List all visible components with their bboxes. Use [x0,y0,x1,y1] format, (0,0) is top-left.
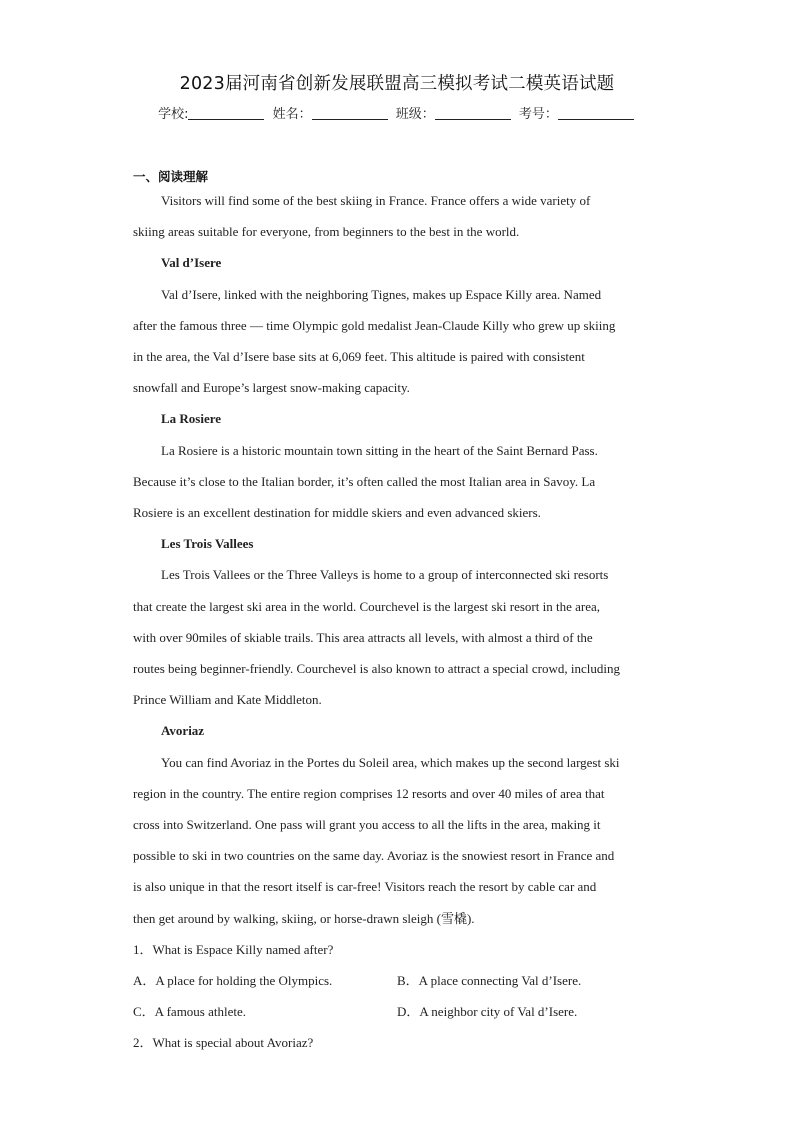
exam-number-label: 考号： [518,107,558,122]
passage-line: Rosiere is an excellent destination for middle skiers and even advanced skiers. [133,505,541,521]
passage-line: with over 90miles of skiable trails. This area attracts all levels, with almost a third of the [133,629,593,645]
passage-line: after the famous three — time Olympic gold medalist Jean-Claude Killy who grew up skiing [133,317,616,333]
option-d[interactable]: D．A neighbor city of Val d’Isere. [397,1004,578,1020]
school-blank[interactable] [188,107,264,120]
question-1-options-row-2 [133,996,661,1027]
passage-line: Les Trois Vallees or the Three Valleys is home to a group of interconnected ski resorts [161,567,609,583]
passage-line: Prince William and Kate Middleton. [133,692,322,708]
exam-number-blank[interactable] [558,107,634,120]
passage-line: that create the largest ski area in the world. Courchevel is the largest ski resort in the area, [133,598,600,614]
school-label: 学校: [158,107,189,122]
section-title: 一、阅读理解 [133,169,209,184]
class-blank[interactable] [435,107,511,120]
passage-line: You can find Avoriaz in the Portes du Soleil area, which makes up the second largest ski [161,754,620,770]
passage-line: Val d’Isere, linked with the neighboring Tignes, makes up Espace Killy area. Named [161,286,602,302]
passage-line: then get around by walking, skiing, or horse-drawn sleigh (雪橇). [133,910,475,926]
name-label: 姓名： [272,107,312,122]
passage-line: snowfall and Europe’s largest snow-making capacity. [133,380,410,396]
passage-line: routes being beginner-friendly. Courchevel is also known to attract a special crowd, including [133,661,620,677]
option-b[interactable]: B．A place connecting Val d’Isere. [397,973,582,989]
passage-line: is also unique in that the resort itself is car-free! Visitors reach the resort by cable car and [133,879,597,895]
school-field [158,103,266,122]
passage-line: possible to ski in two countries on the same day. Avoriaz is the snowiest resort in France and [133,848,615,864]
passage-line: Because it’s close to the Italian border, it’s often called the most Italian area in Savoy. La [133,473,596,489]
name-field [273,103,390,122]
class-label: 班级： [395,107,435,122]
student-info-line [0,103,794,122]
option-c[interactable]: C．A famous athlete. [133,1004,247,1020]
passage-line: cross into Switzerland. One pass will grant you access to all the lifts in the area, making it [133,817,601,833]
passage-line: region in the country. The entire region comprises 12 resorts and over 40 miles of area that [133,785,605,801]
option-a[interactable]: A．A place for holding the Olympics. [133,973,333,989]
section-heading-la-rosiere: La Rosiere [161,411,222,427]
intro-line: skiing areas suitable for everyone, from beginners to the best in the world. [133,224,520,240]
question-1-options-row-1 [133,965,661,996]
exam-number-field [519,103,636,122]
section-heading-avoriaz: Avoriaz [161,723,205,739]
passage-line: in the area, the Val d’Isere base sits at 6,069 feet. This altitude is paired with consistent [133,349,585,365]
page-title: 2023届河南省创新发展联盟高三模拟考试二模英语试题 [179,74,615,94]
passage-line: La Rosiere is a historic mountain town sitting in the heart of the Saint Bernard Pass. [161,442,598,458]
class-field [396,103,513,122]
name-blank[interactable] [312,107,388,120]
question-2-stem: 2．What is special about Avoriaz? [133,1035,314,1051]
intro-line: Visitors will find some of the best skiing in France. France offers a wide variety of [161,193,591,208]
section-heading-les-trois-vallees: Les Trois Vallees [161,536,254,552]
section-heading-val-disere: Val d’Isere [161,255,222,271]
passage-content [133,185,661,1059]
question-1-stem: 1．What is Espace Killy named after? [133,941,334,957]
